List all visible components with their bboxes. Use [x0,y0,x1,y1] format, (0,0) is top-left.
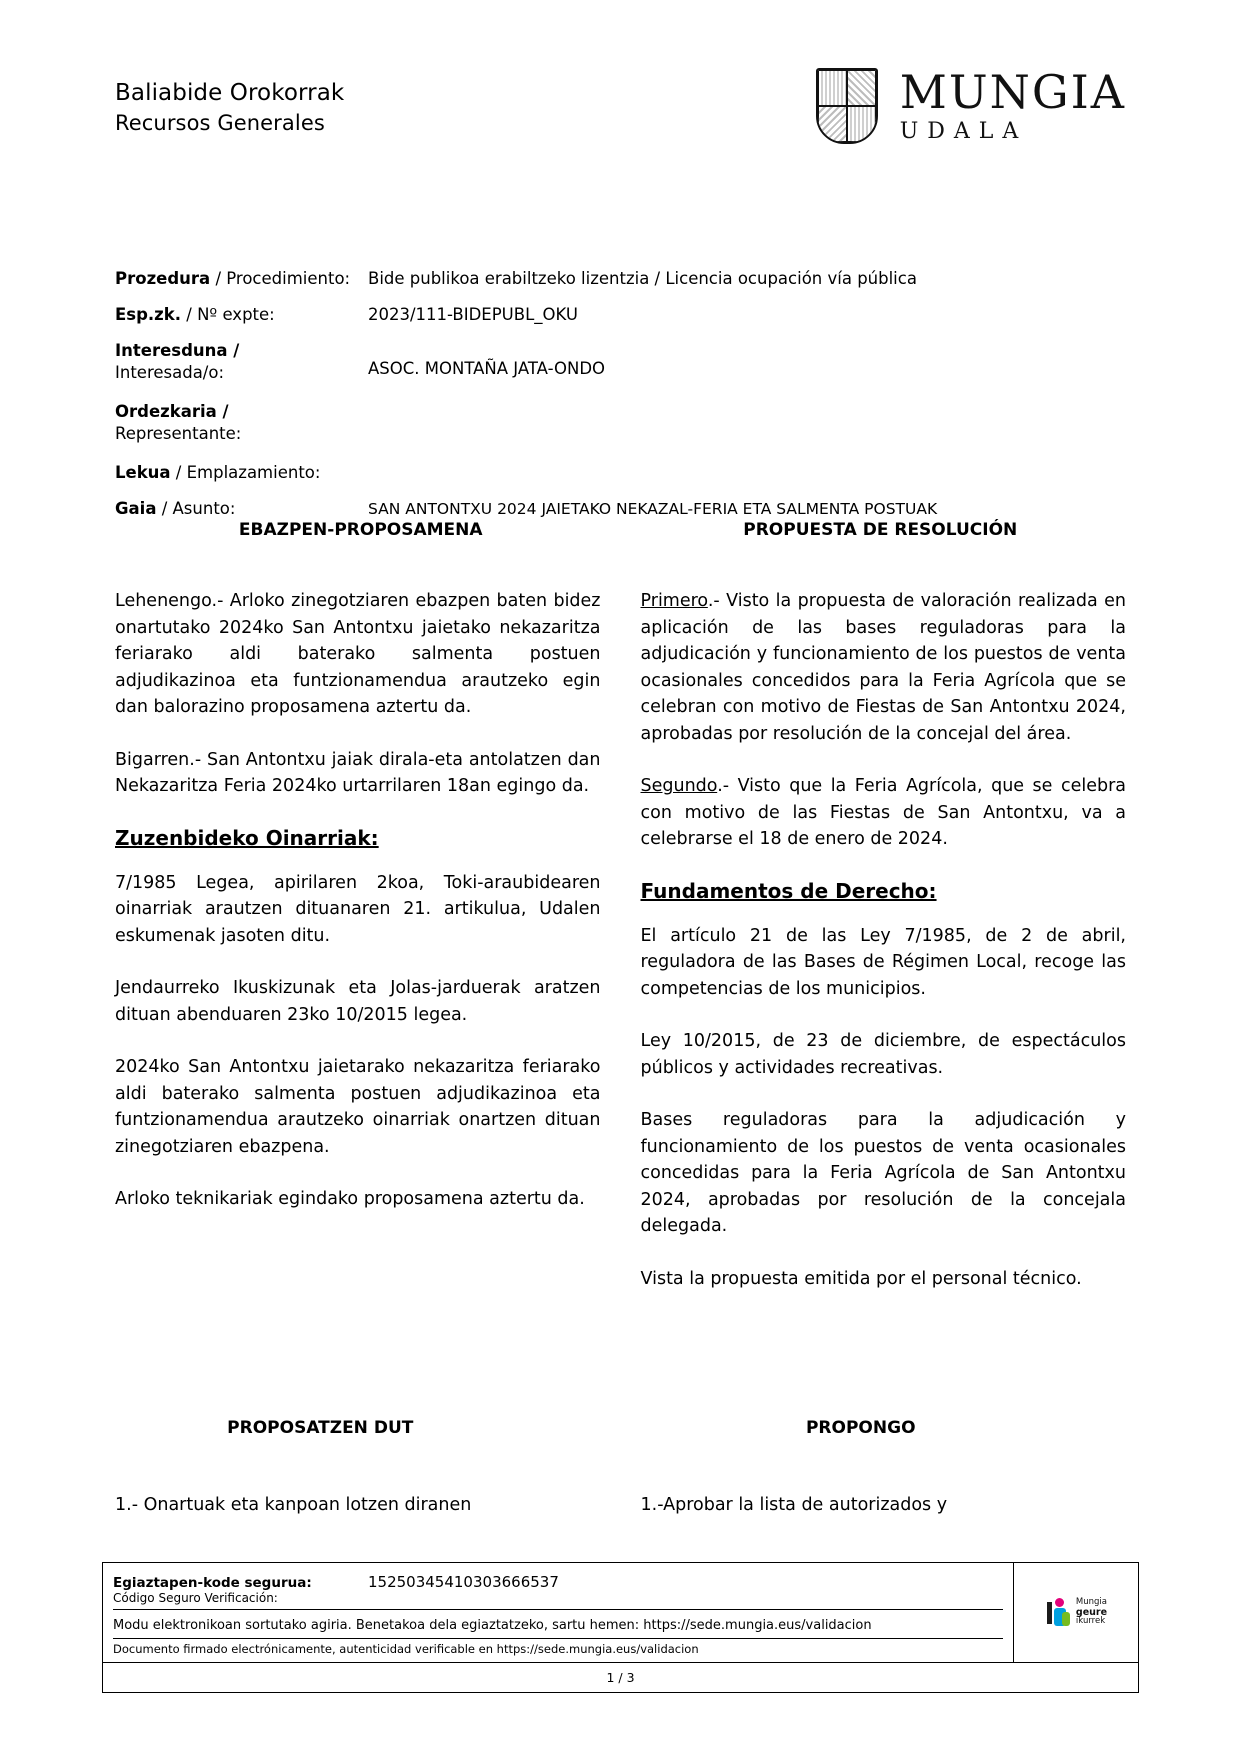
metadata-label-bold: Esp.zk. [115,305,182,324]
paragraph-second-text-es: .- Visto que la Feria Agrícola, que se celebra con motivo de las Fiestas de San Antontxu, va a celebrarse el 18 de enero de 2024. [640,776,1126,849]
metadata-label-rest: / Asunto: [156,499,236,518]
metadata-label-rest: Representante: [115,424,242,443]
legal-basis-3-es: Bases reguladoras para la adjudicación y funcionamiento de los puestos de venta ocasionales concedidas para la Feria Agrícola de San Antontxu 2024, aprobadas por resolución de la concejala delegada. [640,1110,1126,1236]
file-metadata [115,268,1126,534]
logo-line-1: Mungia [1075,1597,1107,1608]
legal-basis-2-eu: Jendaurreko Ikuskizunak eta Jolas-jarduerak aratzen dituan abenduaren 23ko 10/2015 legea. [115,978,601,1025]
section-headings [115,520,1126,540]
legal-basis-heading-eu: Zuzenbideko Oinarriak: [115,825,379,850]
paragraph-first-lead-es: Primero [640,591,708,611]
logo-text [1076,1598,1107,1627]
metadata-value: Bide publikoa erabiltzeko lizentzia / Licencia ocupación vía pública [368,269,917,288]
propose-column-spanish [641,1492,1127,1519]
footer-content [103,1563,1138,1663]
propose-headings [115,1418,1126,1438]
metadata-row [115,401,1126,445]
paragraph-first-eu: Lehenengo.- Arloko zinegotziaren ebazpen baten bidez onartutako 2024ko San Antontxu jaietako nekazaritza feriarako aldi baterako salmenta postuen adjudikazinoa eta funtzionamendua arautzeko egin dan balorazino proposamena aztertu da. [115,591,601,717]
footer-divider-2 [113,1638,1003,1639]
metadata-row [115,268,1126,290]
propose-item-1-eu: 1.- Onartuak eta kanpoan lotzen diranen [115,1495,472,1515]
column-spanish [641,588,1127,1318]
page-number: 1 / 3 [606,1670,635,1685]
legal-basis-heading-es: Fundamentos de Derecho: [640,878,937,903]
heading-resolution-proposal-eu: EBAZPEN-PROPOSAMENA [238,520,483,540]
heading-propose-es: PROPONGO [805,1418,916,1438]
footer-divider [113,1609,1003,1610]
footer-note-eu: Modu elektronikoan sortutako agiria. Benetakoa dela egiaztatzeko, sartu hemen: https://sede.mungia.eus/validacion [113,1618,872,1633]
metadata-value: 2023/111-BIDEPUBL_OKU [368,305,578,324]
footer-note-es: Documento firmado electrónicamente, autenticidad verificable en https://sede.mungia.eus/validacion [113,1642,699,1656]
document-body [115,588,1126,1318]
brand-text [899,64,1126,144]
metadata-label [115,340,368,384]
csv-label-es: Código Seguro Verificación: [113,1591,278,1605]
metadata-label-bold: Prozedura [115,269,211,288]
metadata-label-rest: / Nº expte: [181,305,275,324]
legal-basis-4-es: Vista la propuesta emitida por el personal técnico. [640,1268,1082,1289]
paragraph-second-eu: Bigarren.- San Antontxu jaiak dirala-eta antolatzen dan Nekazaritza Feria 2024ko urtarrilaren 18an egingo da. [115,749,601,796]
logo-line-3: ikurrek [1075,1616,1106,1627]
metadata-label-bold: Ordezkaria / [115,402,229,421]
paragraph-second-es [641,773,1127,853]
mungia-geure-ikurrek-logo [1045,1598,1107,1628]
metadata-value: ASOC. MONTAÑA JATA-ONDO [368,359,606,378]
metadata-row [115,340,1126,384]
metadata-row [115,462,1126,484]
metadata-label [115,462,368,484]
department-name-es: Recursos Generales [115,111,325,135]
paragraph-first-text-es: .- Visto la propuesta de valoración realizada en aplicación de las bases reguladoras para la adjudicación y funcionamiento de los puestos de venta ocasionales concedidos para la Feria Agrícola que se celebran con motivo de Fiestas de San Antontxu 2024, aprobadas por resolución de la concejal del área. [640,591,1126,744]
logo-mark-icon [1045,1598,1071,1628]
brand-name: MUNGIA [899,64,1126,119]
csv-labels [113,1575,368,1605]
department-name-eu: Baliabide Orokorrak [115,80,345,106]
metadata-label [115,268,368,290]
propose-body [115,1492,1126,1519]
metadata-label [115,401,368,445]
footer-verification-block [103,1563,1013,1662]
document-footer [102,1562,1139,1693]
coat-of-arms-icon [816,68,878,144]
document-header [115,64,1126,178]
heading-propose-eu: PROPOSATZEN DUT [227,1418,414,1438]
legal-basis-1-es: El artículo 21 de las Ley 7/1985, de 2 de abril, reguladora de las Bases de Régimen Local, recoge las competencias de los municipios. [640,925,1126,999]
metadata-label-bold: Interesduna / [115,341,240,360]
metadata-label-rest: / Emplazamiento: [170,463,321,482]
legal-basis-4-eu: Arloko teknikariak egindako proposamena aztertu da. [115,1189,585,1209]
metadata-label-bold: Lekua [115,463,171,482]
metadata-label-bold: Gaia [115,499,157,518]
csv-code: 15250345410303666537 [368,1573,559,1591]
paragraph-second-lead-es: Segundo [640,776,718,796]
column-basque [115,588,601,1318]
brand-subname: UDALA [899,118,1028,144]
propose-item-1-es: 1.-Aprobar la lista de autorizados y [640,1495,948,1515]
metadata-label-rest: Interesada/o: [115,363,225,382]
footer-logo-cell [1013,1563,1138,1662]
heading-resolution-proposal-es: PROPUESTA DE RESOLUCIÓN [743,520,1018,540]
metadata-label-rest: / Procedimiento: [210,269,351,288]
metadata-row [115,304,1126,326]
legal-basis-2-es: Ley 10/2015, de 23 de diciembre, de espectáculos públicos y actividades recreativas. [640,1031,1126,1078]
municipality-logo [816,64,1126,144]
csv-label-eu: Egiaztapen-kode segurua: [113,1575,312,1591]
metadata-label [115,304,368,326]
legal-basis-1-eu: 7/1985 Legea, apirilaren 2koa, Toki-araubidearen oinarriak arautzen dituanaren 21. artikulua, Udalen eskumenak jasoten ditu. [115,872,601,946]
legal-basis-3-eu: 2024ko San Antontxu jaietarako nekazaritza feriarako aldi baterako salmenta postuen adjudikazinoa eta funtzionamendua arautzeko oinarriak onartzen dituan zinegotziaren ebazpena. [115,1057,601,1157]
metadata-value: SAN ANTONTXU 2024 JAIETAKO NEKAZAL-FERIA ETA SALMENTA POSTUAK [368,500,938,518]
paragraph-first-es [641,588,1127,747]
csv-line [113,1569,1003,1605]
metadata-label [115,498,368,520]
logo-line-2: geure [1075,1606,1108,1618]
propose-column-basque [115,1492,601,1519]
metadata-row [115,498,1126,520]
